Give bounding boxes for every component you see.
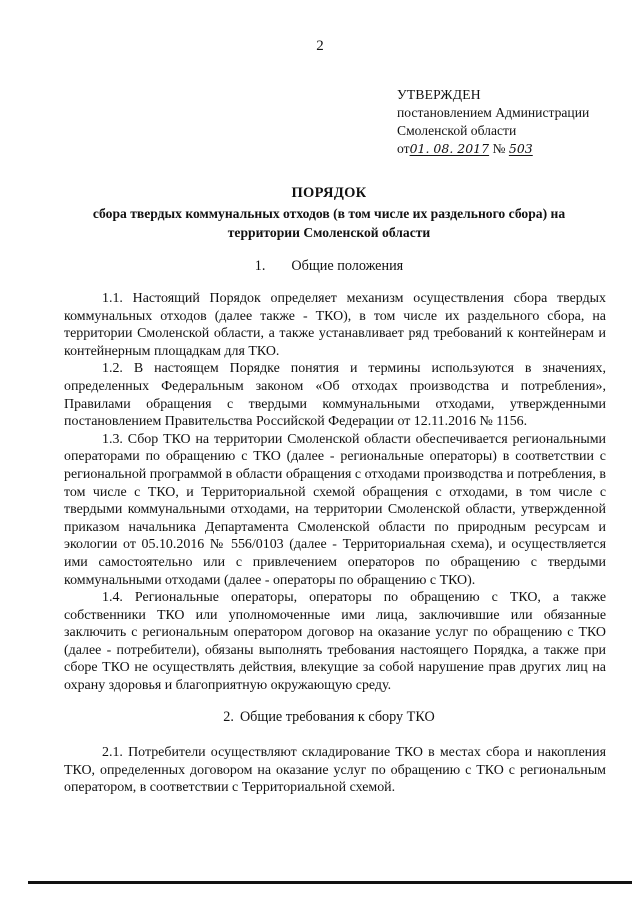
scan-edge-line <box>28 881 632 884</box>
paragraph: 1.3. Сбор ТКО на территории Смоленской области обеспечивается региональными операторами по обращению с ТКО (далее - региональные операторы) в соответствии с региональной программой в области обращения с отходами производства и потребления, в том числе с ТКО, и Территориальной схемой обращения с отходами, в том числе с твердыми коммунальными отходами, на территории Смоленской области, утвержденной приказом начальника Департамента Смоленской области по природным ресурсам и экологии от 05.10.2016 № 556/0103 (далее - Территориальная схема), и осуществляется ими самостоятельно или с привлечением операторов по обращению с твердыми коммунальными отходами (далее - операторы по обращению с ТКО). <box>64 431 606 588</box>
approval-block <box>397 86 627 158</box>
section-title: Общие требования к сбору ТКО <box>239 709 435 725</box>
handwritten-date: 01. 08. 2017 <box>409 141 490 156</box>
document-subtitle: сбора твердых коммунальных отходов (в том числе их раздельного сбора) на территории Смоленской области <box>92 206 566 240</box>
page-number: 2 <box>316 38 324 54</box>
handwritten-number: 503 <box>508 141 533 156</box>
section-heading <box>64 258 594 275</box>
section-number: 2. <box>223 709 234 725</box>
section-heading <box>64 709 594 726</box>
approval-header: УТВЕРЖДЕН <box>397 87 481 102</box>
document-title: ПОРЯДОК <box>291 185 367 201</box>
section-title: Общие положения <box>291 258 404 274</box>
paragraph: 1.1. Настоящий Порядок определяет механизм осуществления сбора твердых коммунальных отходов (далее также - ТКО), в том числе их раздельного сбора, на территории Смоленской области, а также устанавливает ряд требований к контейнерам и контейнерным площадкам для ТКО. <box>64 291 606 359</box>
approval-line-1: постановлением Администрации <box>397 105 590 120</box>
number-prefix: № <box>492 141 506 156</box>
section-body <box>64 290 606 695</box>
section-body <box>64 744 606 797</box>
date-prefix: от <box>397 141 410 156</box>
approval-line-2: Смоленской области <box>397 123 517 138</box>
paragraph: 2.1. Потребители осуществляют складирование ТКО в местах сбора и накопления ТКО, определенных договором на оказание услуг по обращению с ТКО с региональным оператором, в соответствии с Территориальной схемой. <box>64 745 606 796</box>
section-number: 1. <box>254 258 266 274</box>
paragraph: 1.4. Региональные операторы, операторы по обращению с ТКО, а также собственники ТКО или уполномоченные ими лица, заключившие или обязанные заключить с региональным оператором договор на оказание услуг по обращению с ТКО (далее - потребители), обязаны выполнять требования настоящего Порядка, а также при сборе ТКО не осуществлять действия, влекущие за собой нарушение прав других лиц на охрану здоровья и благоприятную окружающую среду. <box>64 590 606 694</box>
paragraph: 1.2. В настоящем Порядке понятия и термины используются в значениях, определенных Федеральным законом «Об отходах производства и потребления», Правилами обращения с твердыми коммунальными отходами, утвержденными постановлением Правительства Российской Федерации от 12.11.2016 № 1156. <box>64 361 606 430</box>
approval-date-line <box>397 140 627 158</box>
